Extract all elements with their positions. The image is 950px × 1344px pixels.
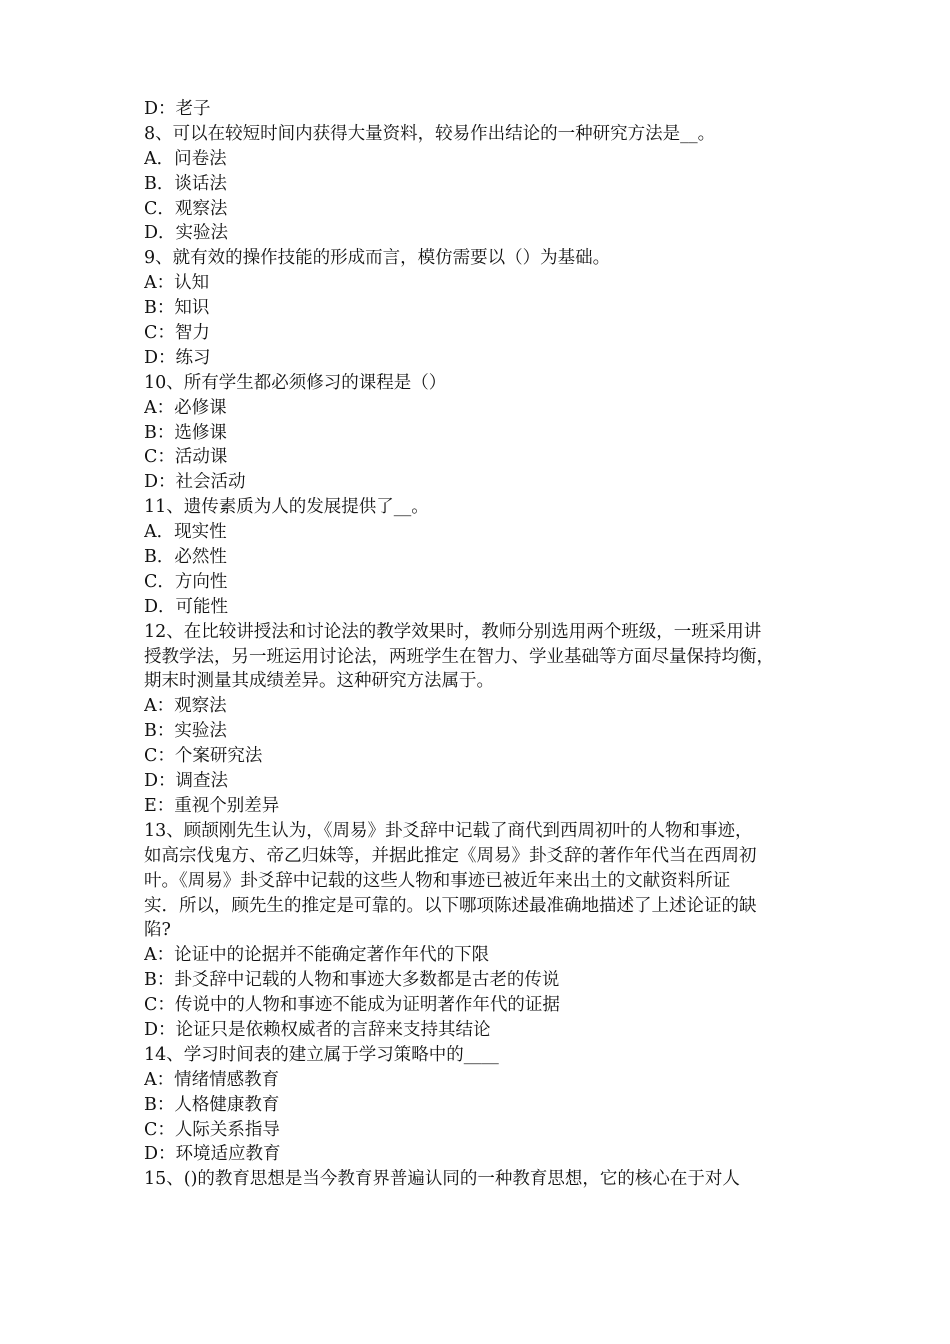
option-line: B：卦爻辞中记载的人物和事迹大多数都是古老的传说	[144, 970, 560, 991]
question-stem: 11、遗传素质为人的发展提供了__。	[144, 497, 429, 518]
question-stem-continued: 如高宗伐鬼方、帝乙归妹等，并据此推定《周易》卦爻辞的著作年代当在西周初	[144, 845, 757, 866]
option-line: A：必修课	[144, 397, 227, 418]
question-stem-continued: 陷?	[144, 920, 171, 941]
option-line: D．实验法	[144, 223, 229, 244]
question-stem: 14、学习时间表的建立属于学习策略中的____	[144, 1044, 499, 1065]
option-line: A．问卷法	[144, 148, 227, 169]
text-line: D：老子	[144, 99, 211, 119]
question-stem: 10、所有学生都必须修习的课程是（）	[144, 372, 447, 393]
question-stem-continued: 期末时测量其成绩差异。这种研究方法属于。	[144, 671, 494, 692]
option-line: D：社会活动	[144, 472, 246, 493]
question-stem: 9、就有效的操作技能的形成而言，模仿需要以（）为基础。	[144, 248, 611, 269]
question-stem: 13、顾颉刚先生认为，《周易》卦爻辞中记载了商代到西周初叶的人物和事迹，	[144, 820, 753, 841]
option-line: B．必然性	[144, 547, 227, 568]
option-line: C．方向性	[144, 571, 228, 592]
option-line: C：活动课	[144, 447, 228, 468]
option-line: D：环境适应教育	[144, 1144, 281, 1165]
option-line: D：调查法	[144, 771, 229, 792]
option-line: C：个案研究法	[144, 746, 263, 767]
question-stem: 15、()的教育思想是当今教育界普遍认同的一种教育思想，它的核心在于对人	[144, 1169, 740, 1190]
option-line: A：论证中的论据并不能确定著作年代的下限	[144, 945, 490, 966]
option-line: D：练习	[144, 347, 211, 368]
option-line: C：智力	[144, 323, 210, 344]
option-line: B：选修课	[144, 422, 227, 443]
question-stem-continued: 叶。《周易》卦爻辞中记载的这些人物和事迹已被近年来出土的文献资料所证	[144, 870, 731, 891]
option-line: B：人格健康教育	[144, 1094, 280, 1115]
question-stem-continued: 实．所以，顾先生的推定是可靠的。以下哪项陈述最准确地描述了上述论证的缺	[144, 895, 757, 916]
question-stem: 8、可以在较短时间内获得大量资料，较易作出结论的一种研究方法是__。	[144, 123, 716, 144]
option-line: E：重视个别差异	[144, 795, 280, 816]
option-line: A：观察法	[144, 696, 227, 717]
option-line: C：传说中的人物和事迹不能成为证明著作年代的证据	[144, 995, 560, 1016]
option-line: B．谈话法	[144, 173, 227, 194]
option-line: A：认知	[144, 273, 210, 294]
option-line: A．现实性	[144, 522, 227, 543]
option-line: D：论证只是依赖权威者的言辞来支持其结论	[144, 1019, 491, 1040]
option-line: C．观察法	[144, 198, 228, 219]
option-line: D．可能性	[144, 596, 229, 617]
option-line: B：实验法	[144, 721, 227, 742]
option-line: B：知识	[144, 298, 210, 319]
question-text-block	[144, 97, 820, 1192]
question-stem-continued: 授教学法，另一班运用讨论法，两班学生在智力、学业基础等方面尽量保持均衡，	[144, 646, 774, 667]
question-stem: 12、在比较讲授法和讨论法的教学效果时，教师分别选用两个班级，一班采用讲	[144, 621, 762, 642]
option-line: C：人际关系指导	[144, 1119, 280, 1140]
option-line: A：情绪情感教育	[144, 1069, 280, 1090]
